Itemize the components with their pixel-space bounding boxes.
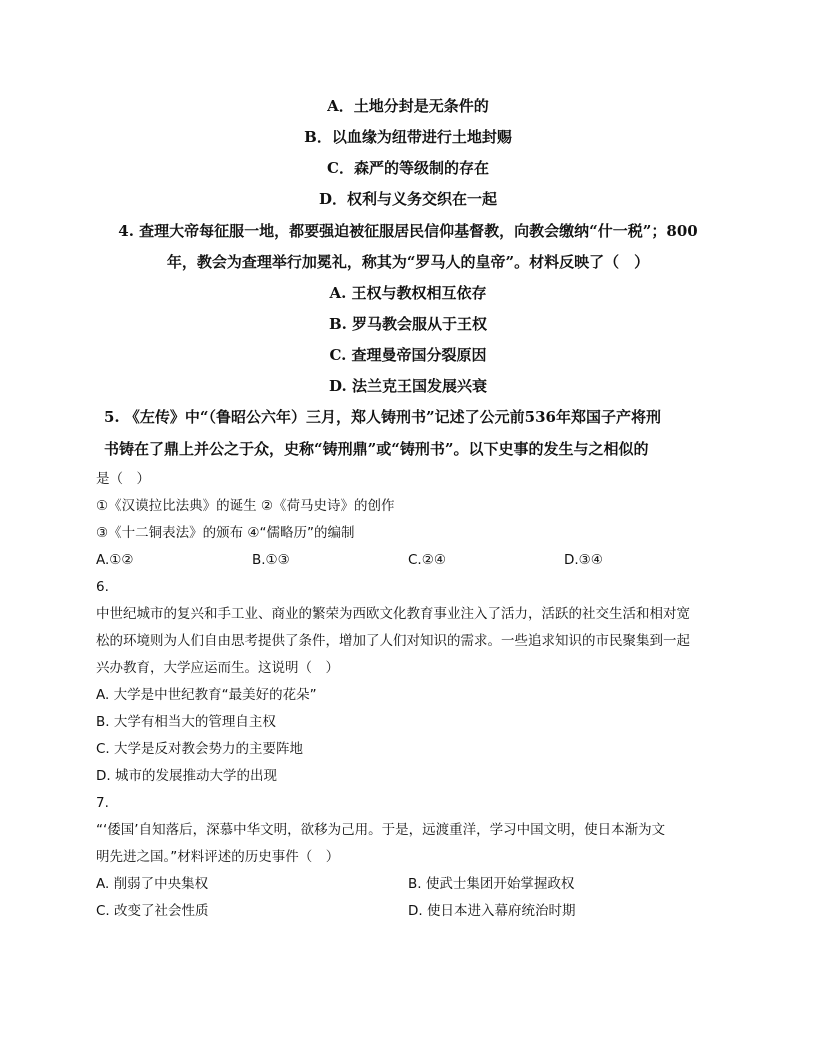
q4-option-a: A. 王权与教权相互依存: [329, 284, 487, 302]
q4-stem-line2: 年，教会为查理举行加冕礼，称其为“罗马人的皇帝”。材料反映了（ ）: [166, 253, 650, 271]
q5-items-line1: ①《汉谟拉比法典》的诞生 ②《荷马史诗》的创作: [96, 498, 395, 514]
q4-option-d: D. 法兰克王国发展兴衰: [329, 377, 487, 395]
q6-option-a: A. 大学是中世纪教育“最美好的花朵”: [96, 687, 317, 703]
q3-option-c: C．森严的等级制的存在: [327, 159, 489, 177]
q7-option-b: B. 使武士集团开始掌握政权: [408, 876, 575, 892]
q6-stem-line3: 兴办教育，大学应运而生。这说明（ ）: [96, 660, 339, 676]
q6-option-c: C. 大学是反对教会势力的主要阵地: [96, 741, 304, 757]
q5-stem-line3: 是（ ）: [96, 471, 150, 487]
q5-option-b: B.①③: [252, 552, 290, 568]
q5-option-d: D.③④: [564, 552, 603, 568]
q5-option-a: A.①②: [96, 552, 134, 568]
q3-option-a: A．土地分封是无条件的: [327, 97, 489, 115]
q6-stem-line2: 松的环境则为人们自由思考提供了条件，增加了人们对知识的需求。一些追求知识的市民聚集到一起: [96, 633, 690, 649]
q7-option-d: D. 使日本进入幕府统治时期: [408, 903, 576, 919]
q5-options-row: [96, 549, 716, 571]
q4-stem-line1: 4. 查理大帝每征服一地，都要强迫被征服居民信仰基督教，向教会缴纳“什一税”；800: [118, 222, 698, 240]
q4-option-b: B. 罗马教会服从于王权: [328, 315, 488, 333]
q7-stem-line2: 明先进之国。”材料评述的历史事件（ ）: [96, 849, 340, 865]
q6-stem-line1: 中世纪城市的复兴和手工业、商业的繁荣为西欧文化教育事业注入了活力，活跃的社交生活和相对宽: [96, 606, 690, 622]
q7-option-c: C. 改变了社会性质: [96, 903, 209, 919]
q5-stem-line2: 书铸在了鼎上并公之于众，史称“铸刑鼎”或“铸刑书”。以下史事的发生与之相似的: [104, 440, 649, 458]
q6-option-b: B. 大学有相当大的管理自主权: [96, 714, 276, 730]
q3-option-d: D．权利与义务交织在一起: [318, 190, 497, 208]
q5-items-line2: ③《十二铜表法》的颁布 ④“儒略历”的编制: [96, 525, 355, 541]
q5-stem-line1: 5. 《左传》中“（鲁昭公六年）三月，郑人铸刑书”记述了公元前536年郑国子产将刑: [104, 408, 661, 426]
q3-option-b: B．以血缘为纽带进行土地封赐: [304, 128, 512, 146]
q7-option-a: A. 削弱了中央集权: [96, 876, 209, 892]
q7-number: 7.: [96, 795, 109, 811]
q4-option-c: C. 查理曼帝国分裂原因: [329, 346, 487, 364]
q5-option-c: C.②④: [408, 552, 446, 568]
q6-option-d: D. 城市的发展推动大学的出现: [96, 768, 277, 784]
q7-stem-line1: “‘倭国’自知落后，深慕中华文明，欲移为己用。于是，远渡重洋，学习中国文明，使日本渐为文: [96, 822, 666, 838]
q6-number: 6.: [96, 579, 109, 595]
